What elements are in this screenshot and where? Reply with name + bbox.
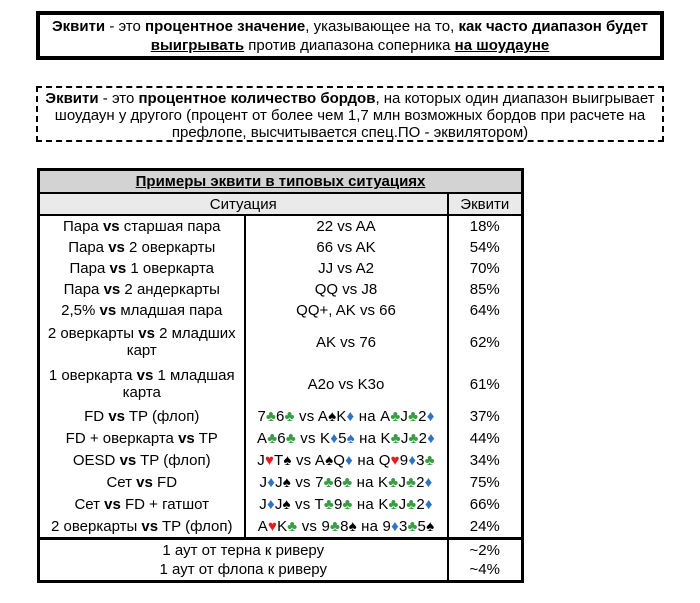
club-icon: ♣ [406, 495, 417, 513]
table-row [39, 427, 523, 449]
situation-cell: Пара vs 1 оверкарта [69, 260, 214, 277]
heart-icon: ♥ [390, 451, 400, 469]
equity-cell: 85% [448, 279, 523, 300]
club-icon: ♣ [265, 407, 277, 425]
spade-icon: ♠ [282, 495, 291, 513]
equity-cell: 34% [448, 449, 523, 471]
diamond-icon: ♦ [424, 495, 433, 513]
summary-equity-cell: ~2% [448, 539, 523, 561]
column-header-row [39, 193, 523, 215]
spade-icon: ♠ [348, 517, 357, 535]
table-row [39, 279, 523, 300]
club-icon: ♣ [390, 407, 401, 425]
diamond-icon: ♦ [266, 495, 275, 513]
equity-cell: 61% [448, 363, 523, 405]
situation-cell: FD vs TP (флоп) [84, 407, 200, 425]
summary-label-cell: 1 аут от флопа к риверу [159, 561, 327, 578]
hand-cell: J♥T♠ vs A♠Q♦ на Q♥9♦3♣ [245, 449, 448, 471]
hand-cell: 22 vs AA [245, 215, 448, 237]
spade-icon: ♠ [346, 429, 355, 447]
diamond-icon: ♦ [267, 473, 276, 491]
equity-cell: 62% [448, 321, 523, 363]
diamond-icon: ♦ [426, 407, 435, 425]
situation-cell: Пара vs 2 андеркарты [63, 281, 220, 298]
heart-icon: ♥ [267, 517, 278, 535]
diamond-icon: ♦ [345, 451, 354, 469]
diamond-icon: ♦ [424, 473, 433, 491]
diamond-icon: ♦ [427, 429, 435, 447]
situation-cell: 1 оверкарта vs 1 младшая карта [48, 367, 235, 401]
club-icon: ♣ [342, 473, 353, 491]
club-icon: ♣ [342, 495, 353, 513]
hand-cell: QQ vs J8 [245, 279, 448, 300]
summary-equity-cell: ~4% [448, 560, 523, 582]
equity-table [37, 168, 524, 583]
table-row [39, 493, 523, 515]
equity-cell: 66% [448, 493, 523, 515]
summary-label-cell: 1 аут от терна к риверу [39, 539, 448, 561]
hand-cell: JJ vs A2 [245, 258, 448, 279]
situation-cell: OESD vs TP (флоп) [72, 451, 211, 469]
club-icon: ♣ [408, 407, 419, 425]
club-icon: ♣ [287, 517, 298, 535]
equity-cell: 75% [448, 471, 523, 493]
club-icon: ♣ [285, 429, 296, 447]
column-header-equity: Эквити [448, 193, 523, 215]
hand-cell: AK vs 76 [245, 321, 448, 363]
club-icon: ♣ [424, 451, 435, 469]
table-row [39, 449, 523, 471]
spade-icon: ♠ [283, 451, 292, 469]
equity-cell: 44% [448, 427, 523, 449]
situation-cell: Сет vs FD [106, 473, 178, 491]
heart-icon: ♥ [264, 451, 275, 469]
club-icon: ♣ [284, 407, 295, 425]
table-row [39, 321, 523, 363]
info-box-dashed [36, 86, 664, 142]
equity-cell: 54% [448, 237, 523, 258]
spade-icon: ♠ [426, 517, 435, 535]
info-box-solid [36, 11, 664, 60]
equity-cell: 18% [448, 215, 523, 237]
diamond-icon: ♦ [346, 407, 355, 425]
club-icon: ♣ [323, 495, 334, 513]
situation-cell: Пара vs 2 оверкарты [68, 239, 216, 256]
info-box-solid-text: Эквити - это процентное значение, указывающее на то, как часто диапазон будет выигрывать против диапазона соперника на шоудауне [51, 18, 649, 54]
club-icon: ♣ [407, 517, 418, 535]
table-row [39, 363, 523, 405]
club-icon: ♣ [388, 495, 399, 513]
equity-cell: 24% [448, 515, 523, 539]
hand-cell: J♦J♠ vs 7♣6♣ на K♣J♣2♦ [245, 471, 448, 493]
situation-cell: Пара vs старшая пара [62, 218, 221, 235]
diamond-icon: ♦ [391, 517, 399, 535]
spade-icon: ♠ [325, 451, 334, 469]
table-row [39, 258, 523, 279]
diamond-icon: ♦ [330, 429, 339, 447]
spade-icon: ♠ [282, 473, 291, 491]
table-row [39, 405, 523, 427]
club-icon: ♣ [323, 473, 334, 491]
table-title-row [39, 170, 523, 194]
hand-cell: A♥K♣ vs 9♣8♠ на 9♦3♣5♠ [245, 515, 448, 539]
hand-cell: 66 vs AK [245, 237, 448, 258]
table-row [39, 237, 523, 258]
equity-cell: 37% [448, 405, 523, 427]
table-row [39, 300, 523, 321]
situation-cell: FD + оверкарта vs TP [65, 429, 218, 447]
situation-cell: 2,5% vs младшая пара [61, 302, 223, 319]
club-icon: ♣ [390, 429, 401, 447]
column-header-situation: Ситуация [39, 193, 448, 215]
situation-cell: Сет vs FD + гатшот [74, 495, 210, 513]
situation-cell: 2 оверкарты vs 2 младших карт [47, 325, 236, 359]
equity-cell: 64% [448, 300, 523, 321]
hand-cell: QQ+, AK vs 66 [245, 300, 448, 321]
hand-cell: J♦J♠ vs T♣9♣ на K♣J♣2♦ [245, 493, 448, 515]
club-icon: ♣ [408, 429, 419, 447]
info-box-dashed-text: Эквити - это процентное количество бордов, на которых один диапазон выигрывает шоудаун у другого (процент от более чем 1,7 млн возможных бордов при расчете на префлопе, высчитывается спец.ПО - эквилятором) [45, 90, 655, 141]
hand-cell: A♣6♣ vs K♦5♠ на K♣J♣2♦ [245, 427, 448, 449]
spade-icon: ♠ [328, 407, 337, 425]
table-row [39, 515, 523, 539]
situation-cell: 2 оверкарты vs TP (флоп) [51, 517, 233, 535]
equity-cell: 70% [448, 258, 523, 279]
club-icon: ♣ [330, 517, 341, 535]
club-icon: ♣ [388, 473, 399, 491]
hand-cell: 7♣6♣ vs A♠K♦ на A♣J♣2♦ [245, 405, 448, 427]
table-row [39, 471, 523, 493]
summary-row [39, 560, 523, 582]
table-title: Примеры эквити в типовых ситуациях [39, 170, 523, 194]
summary-row [39, 539, 523, 561]
diamond-icon: ♦ [408, 451, 417, 469]
club-icon: ♣ [267, 429, 278, 447]
table-row [39, 215, 523, 237]
club-icon: ♣ [406, 473, 417, 491]
hand-cell: A2o vs K3o [245, 363, 448, 405]
